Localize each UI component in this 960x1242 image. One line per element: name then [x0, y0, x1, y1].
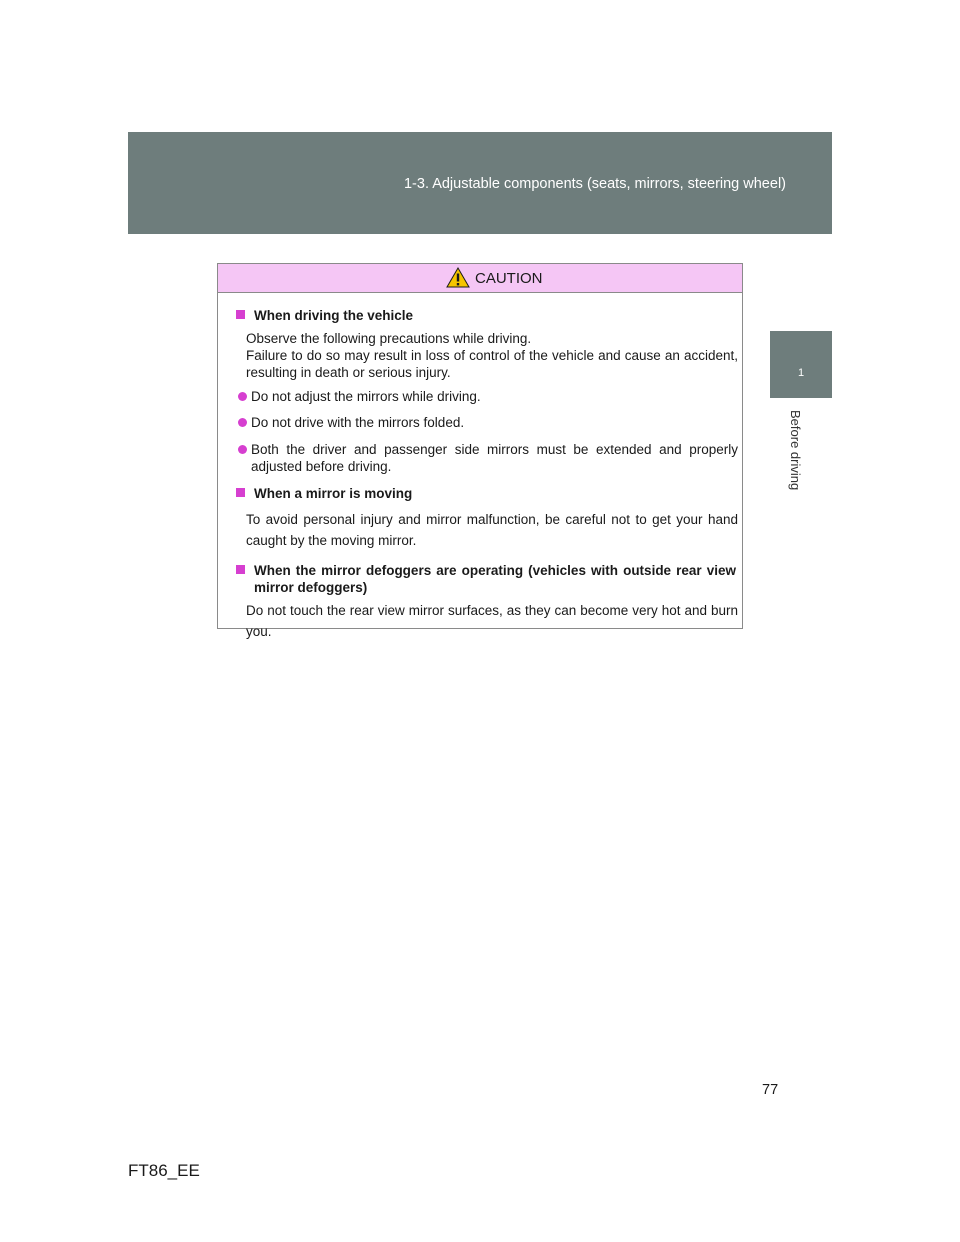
footer-code: FT86_EE [128, 1161, 200, 1180]
square-bullet-icon [236, 565, 245, 574]
paragraph-precautions: Observe the following precautions while driving. [246, 331, 532, 346]
chapter-label-container [788, 410, 812, 500]
square-bullet-icon [236, 310, 245, 319]
caution-title: CAUTION [475, 270, 543, 287]
header-band [128, 132, 832, 234]
section-heading-driving: When driving the vehicle [236, 307, 736, 324]
circle-bullet-icon [238, 445, 247, 454]
page-number: 77 [762, 1082, 779, 1098]
list-item: Do not drive with the mirrors folded. [238, 414, 738, 431]
list-item: Do not adjust the mirrors while driving. [238, 388, 738, 405]
chapter-number: 1 [797, 367, 805, 379]
circle-bullet-icon [238, 418, 247, 427]
paragraph-failure: Failure to do so may result in loss of control of the vehicle and cause an accident, resulting in death or serious injury. [246, 348, 738, 380]
section-title: 1-3. Adjustable components (seats, mirrors, steering wheel) [403, 176, 786, 192]
square-bullet-icon [236, 488, 245, 497]
paragraph-moving: To avoid personal injury and mirror malfunction, be careful not to get your hand caught by the moving mirror. [246, 512, 738, 548]
chapter-label: Before driving [788, 410, 803, 491]
chapter-tab [770, 331, 832, 398]
section-heading-defoggers: When the mirror defoggers are operating (vehicles with outside rear view mirror defoggers) [236, 562, 736, 596]
section-heading-moving: When a mirror is moving [236, 485, 736, 502]
warning-icon [446, 267, 470, 288]
circle-bullet-icon [238, 392, 247, 401]
paragraph-defoggers: Do not touch the rear view mirror surfaces, as they can become very hot and burn you. [246, 603, 738, 639]
caution-header [218, 264, 742, 293]
caution-box [217, 263, 743, 639]
list-item: Both the driver and passenger side mirrors must be extended and properly adjusted before driving. [238, 441, 738, 475]
